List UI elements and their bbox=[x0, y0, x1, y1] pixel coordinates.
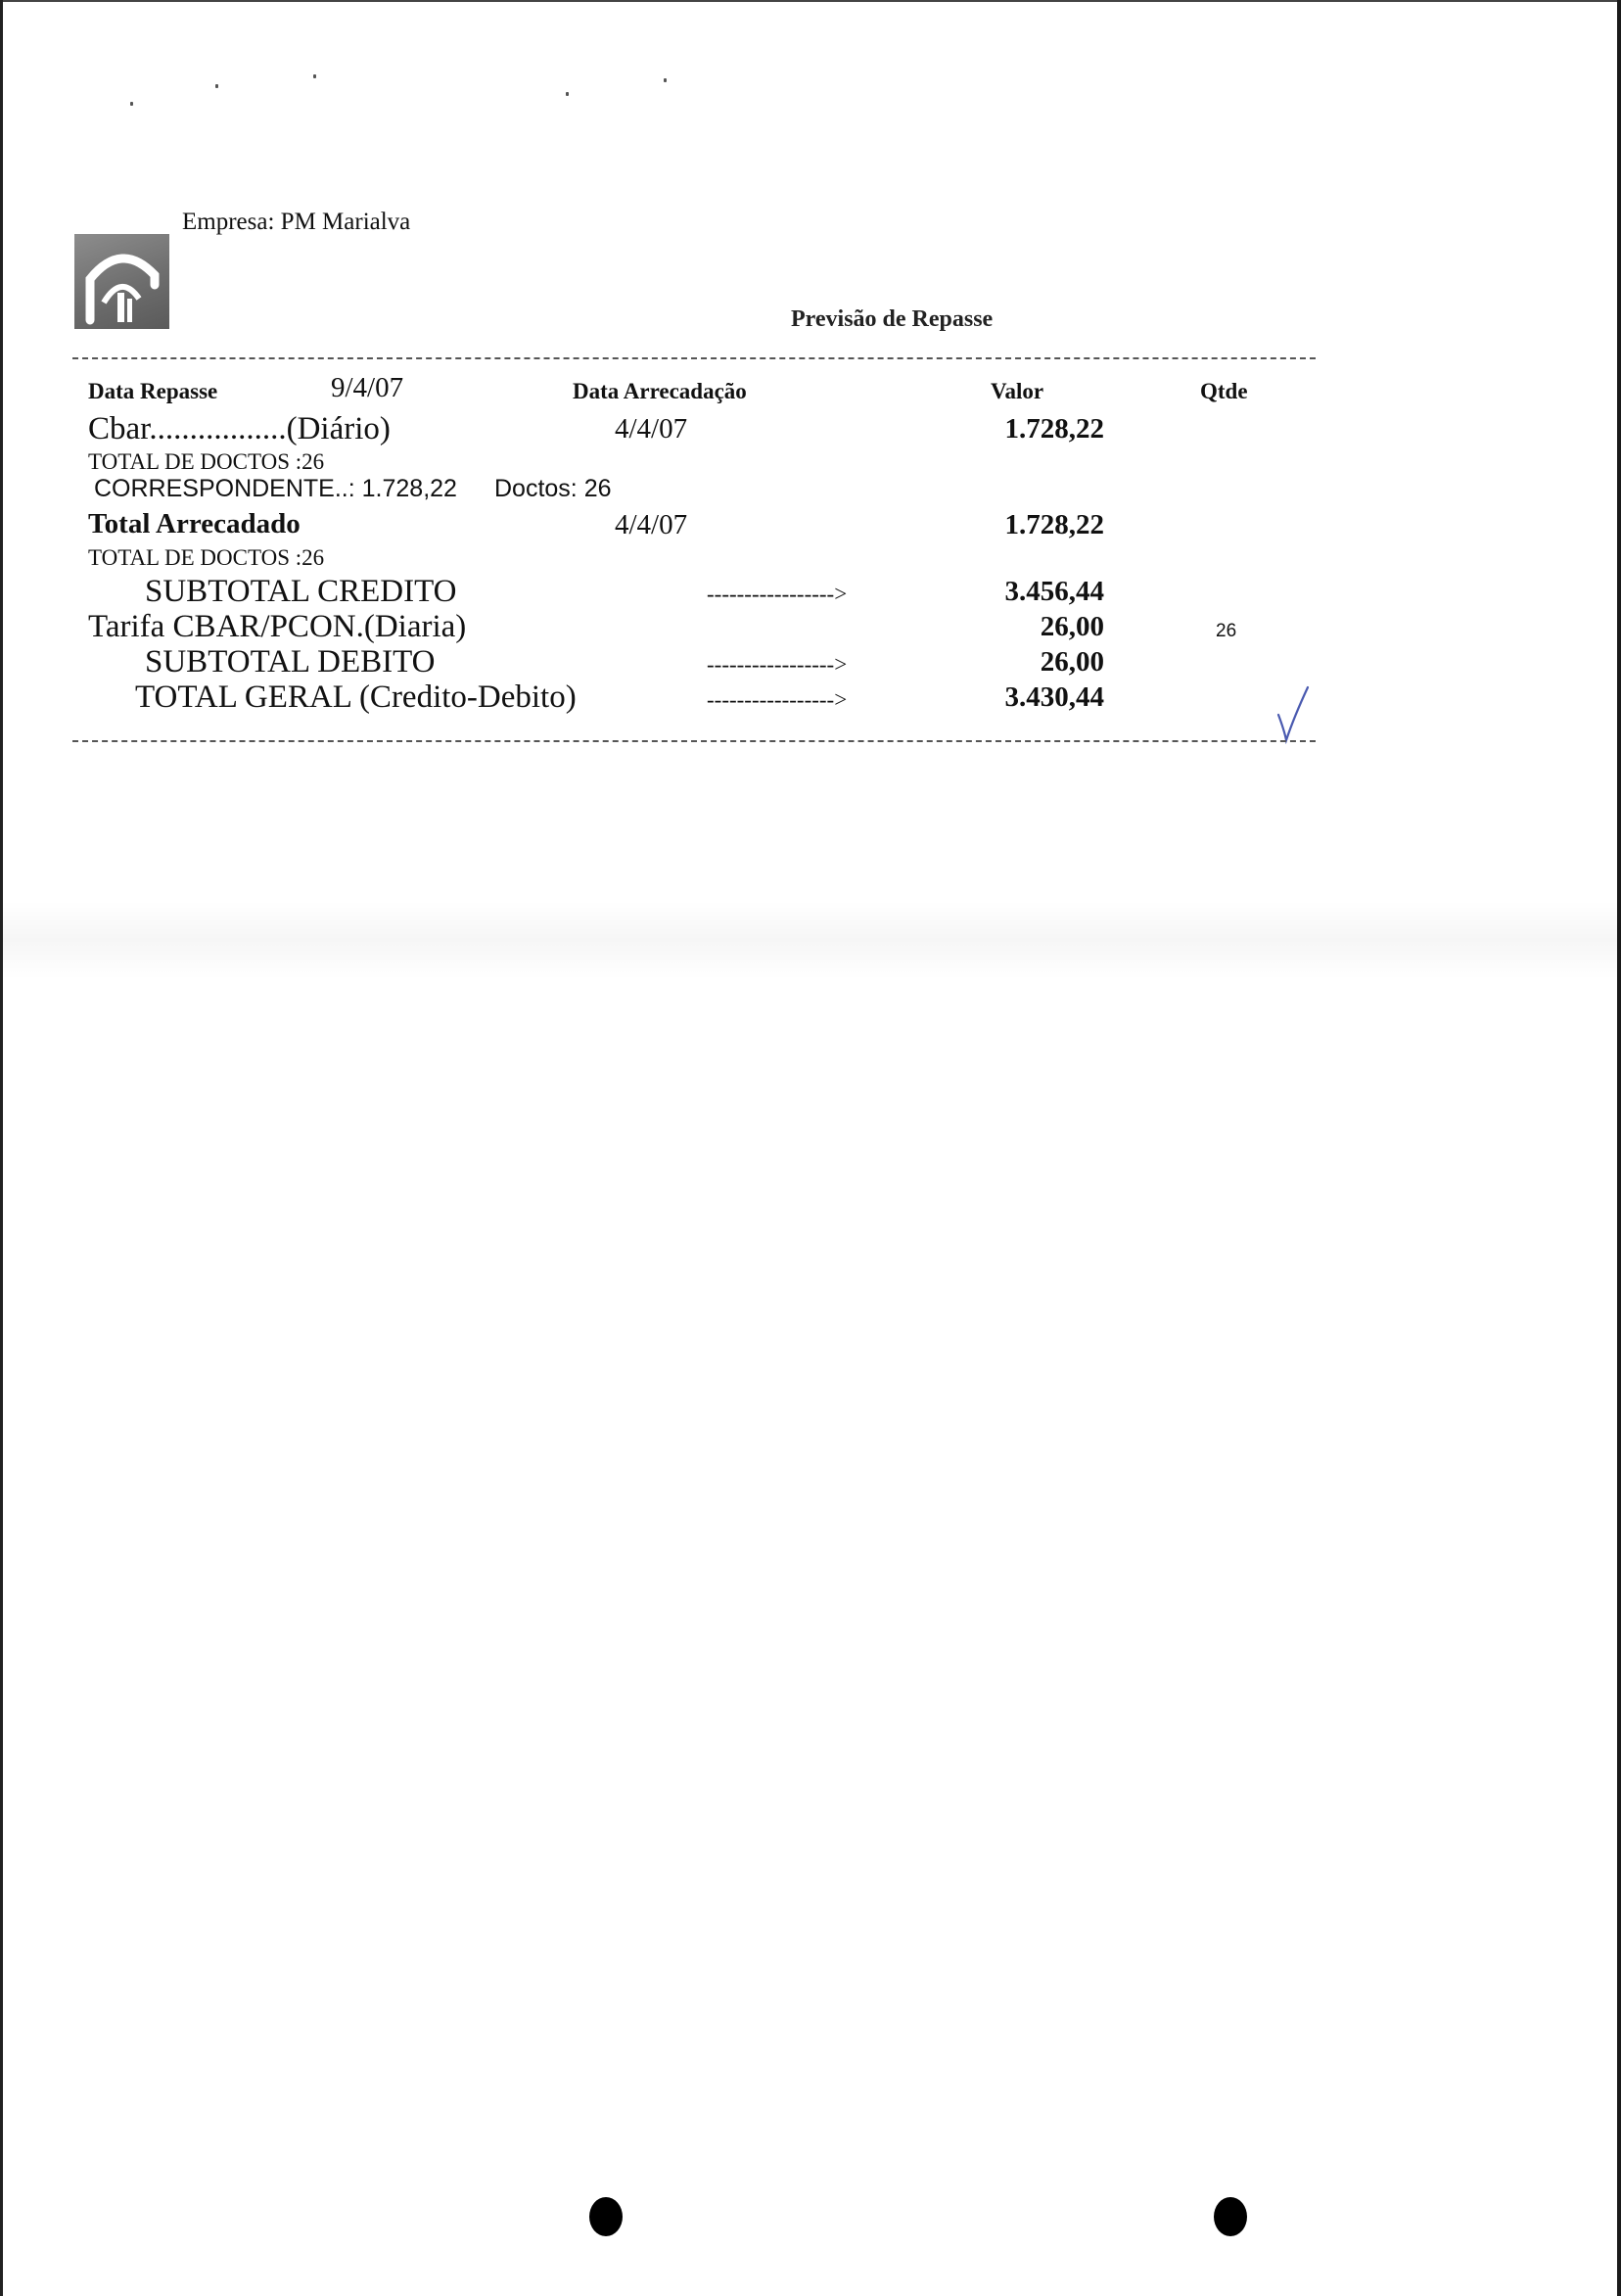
correspondente-doctos: Doctos: 26 bbox=[494, 475, 612, 502]
scan-speck bbox=[130, 102, 133, 106]
scan-edge-right bbox=[1617, 0, 1621, 2296]
scan-smudge bbox=[0, 901, 1621, 979]
total-arrecadado-doctos: TOTAL DE DOCTOS :26 bbox=[88, 545, 325, 570]
qtde-label: Qtde bbox=[1200, 379, 1248, 403]
scan-speck bbox=[313, 74, 316, 78]
total-arrecadado-label: Total Arrecadado bbox=[88, 508, 301, 539]
cbar-date: 4/4/07 bbox=[615, 413, 688, 445]
cbar-value: 1.728,22 bbox=[1004, 413, 1104, 445]
bank-logo-icon bbox=[74, 234, 169, 329]
subtotal-credito-arrow: -----------------> bbox=[707, 582, 848, 606]
scan-edge-top bbox=[0, 0, 1621, 2]
company-label: Empresa: PM Marialva bbox=[182, 209, 411, 235]
subtotal-debito-value: 26,00 bbox=[1040, 646, 1104, 678]
data-arrecadacao-label: Data Arrecadação bbox=[573, 379, 747, 403]
punch-hole-icon bbox=[589, 2197, 623, 2236]
scan-edge-left bbox=[0, 0, 3, 2296]
subtotal-credito-label: SUBTOTAL CREDITO bbox=[145, 574, 457, 609]
valor-label: Valor bbox=[991, 379, 1044, 403]
data-repasse-label: Data Repasse bbox=[88, 379, 218, 403]
punch-hole-icon bbox=[1214, 2197, 1247, 2236]
report-title: Previsão de Repasse bbox=[791, 306, 994, 332]
cbar-total-doctos: TOTAL DE DOCTOS :26 bbox=[88, 449, 325, 474]
subtotal-debito-arrow: -----------------> bbox=[707, 652, 848, 677]
correspondente-label: CORRESPONDENTE..: 1.728,22 bbox=[94, 475, 457, 502]
top-dashed-rule bbox=[72, 357, 1316, 359]
tarifa-value: 26,00 bbox=[1040, 611, 1104, 642]
total-geral-label: TOTAL GERAL (Credito-Debito) bbox=[135, 679, 577, 715]
subtotal-credito-value: 3.456,44 bbox=[1004, 576, 1104, 607]
subtotal-debito-label: SUBTOTAL DEBITO bbox=[145, 644, 436, 679]
cbar-label: Cbar.................(Diário) bbox=[88, 411, 391, 446]
scan-speck bbox=[215, 84, 218, 88]
scan-speck bbox=[664, 78, 667, 82]
total-geral-value: 3.430,44 bbox=[1004, 681, 1104, 713]
total-geral-arrow: -----------------> bbox=[707, 687, 848, 712]
bottom-dashed-rule bbox=[72, 740, 1316, 742]
total-arrecadado-date: 4/4/07 bbox=[615, 509, 688, 540]
tarifa-label: Tarifa CBAR/PCON.(Diaria) bbox=[88, 609, 467, 644]
tarifa-qtde: 26 bbox=[1216, 621, 1237, 641]
scan-speck bbox=[566, 92, 569, 96]
total-arrecadado-value: 1.728,22 bbox=[1004, 509, 1104, 540]
data-repasse-value: 9/4/07 bbox=[331, 372, 404, 403]
